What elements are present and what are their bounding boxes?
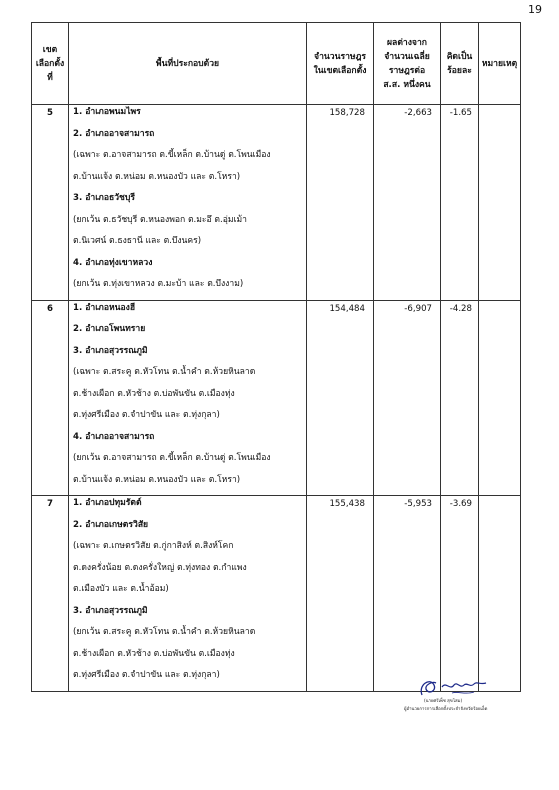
population-value: 154,484 bbox=[307, 300, 374, 496]
table-row bbox=[32, 105, 521, 301]
district-heading: 3. อำเภอสุวรรณภูมิ bbox=[73, 345, 148, 356]
header-percent-line-1: คิดเป็น bbox=[446, 51, 473, 62]
district-heading: 3. อำเภอสุวรรณภูมิ bbox=[73, 605, 148, 616]
signature-name: (นายศรีเพ็ช สุขโสม) bbox=[424, 699, 463, 704]
electoral-district-table bbox=[31, 22, 521, 692]
header-difference bbox=[374, 23, 441, 105]
remark-cell bbox=[479, 300, 521, 496]
header-difference-line-1: ผลต่างจาก bbox=[387, 37, 427, 48]
header-percent-line-2: ร้อยละ bbox=[447, 65, 472, 76]
area-cell bbox=[69, 105, 307, 301]
header-population bbox=[307, 23, 374, 105]
subdistrict-list-line: (ยกเว้น ต.สระคู ต.หัวโทน ต.น้ำคำ ต.ห้วยหินลาด bbox=[73, 627, 256, 637]
subdistrict-list-line: ต.เมืองบัว และ ต.น้ำอ้อม) bbox=[73, 584, 169, 594]
header-population-line-1: จำนวนราษฎร bbox=[314, 51, 366, 62]
area-cell bbox=[69, 496, 307, 692]
header-remark: หมายเหตุ bbox=[479, 23, 521, 105]
page-number: 19 bbox=[528, 3, 542, 16]
subdistrict-list-line: (เฉพาะ ต.สระคู ต.หัวโทน ต.น้ำคำ ต.ห้วยหินลาด bbox=[73, 367, 256, 377]
header-district bbox=[32, 23, 69, 105]
district-number: 5 bbox=[32, 105, 69, 301]
header-district-line-3: ที่ bbox=[47, 72, 53, 83]
district-heading: 4. อำเภออาจสามารถ bbox=[73, 431, 155, 442]
district-heading: 1. อำเภอพนมไพร bbox=[73, 107, 141, 117]
area-cell bbox=[69, 300, 307, 496]
subdistrict-list-line: ต.ดงครั่งน้อย ต.ดงครั่งใหญ่ ต.ทุ่งทอง ต.กำแพง bbox=[73, 562, 247, 573]
district-heading: 1. อำเภอปทุมรัตต์ bbox=[73, 498, 142, 508]
remark-cell bbox=[479, 105, 521, 301]
subdistrict-list-line: ต.บ้านแจ้ง ต.หน่อม ต.หนองบัว และ ต.โหรา) bbox=[73, 474, 241, 485]
header-population-line-2: ในเขตเลือกตั้ง bbox=[313, 65, 367, 76]
population-value: 155,438 bbox=[307, 496, 374, 692]
district-heading: 4. อำเภอทุ่งเขาหลวง bbox=[73, 257, 153, 268]
header-district-line-1: เขต bbox=[42, 44, 58, 55]
district-heading: 2. อำเภออาจสามารถ bbox=[73, 128, 155, 139]
district-heading: 1. อำเภอหนองฮี bbox=[73, 302, 136, 313]
district-number: 6 bbox=[32, 300, 69, 496]
difference-value: -2,663 bbox=[374, 105, 441, 301]
subdistrict-list-line: ต.ช้างเผือก ต.หัวช้าง ต.บ่อพันขัน ต.เมืองทุ่ง bbox=[73, 388, 235, 399]
percent-value: -1.65 bbox=[441, 105, 479, 301]
subdistrict-list-line: ต.ช้างเผือก ต.หัวช้าง ต.บ่อพันขัน ต.เมืองทุ่ง bbox=[73, 648, 235, 659]
header-difference-line-4: ส.ส. หนึ่งคน bbox=[383, 79, 431, 90]
district-heading: 2. อำเภอโพนทราย bbox=[73, 324, 146, 334]
subdistrict-list-line: ต.ทุ่งศรีเมือง ต.จำปาขัน และ ต.ทุ่งกุลา) bbox=[73, 670, 220, 680]
district-number: 7 bbox=[32, 496, 69, 692]
percent-value: -4.28 bbox=[441, 300, 479, 496]
header-area: พื้นที่ประกอบด้วย bbox=[69, 23, 307, 105]
difference-value: -5,953 bbox=[374, 496, 441, 692]
subdistrict-list-line: (ยกเว้น ต.ธวัชบุรี ต.หนองพอก ต.มะอึ ต.อุ่มเม้า bbox=[73, 214, 248, 225]
header-percent bbox=[441, 23, 479, 105]
remark-cell bbox=[479, 496, 521, 692]
subdistrict-list-line: (ยกเว้น ต.อาจสามารถ ต.ขี้เหล็ก ต.บ้านดู่ ต.โพนเมือง bbox=[73, 453, 271, 463]
subdistrict-list-line: (ยกเว้น ต.ทุ่งเขาหลวง ต.มะบ้า และ ต.บึงงาม) bbox=[73, 279, 244, 289]
district-heading: 3. อำเภอธวัชบุรี bbox=[73, 193, 135, 203]
header-difference-line-3: ราษฎรต่อ bbox=[388, 65, 426, 76]
percent-value: -3.69 bbox=[441, 496, 479, 692]
table-row bbox=[32, 496, 521, 692]
difference-value: -6,907 bbox=[374, 300, 441, 496]
subdistrict-list-line: ต.นิเวศน์ ต.ธงธานี และ ต.บึงนคร) bbox=[73, 236, 202, 246]
subdistrict-list-line: (เฉพาะ ต.อาจสามารถ ต.ขี้เหล็ก ต.บ้านดู่ ต.โพนเมือง bbox=[73, 150, 271, 160]
header-difference-line-2: จำนวนเฉลี่ย bbox=[384, 51, 430, 62]
population-value: 158,728 bbox=[307, 105, 374, 301]
subdistrict-list-line: ต.ทุ่งศรีเมือง ต.จำปาขัน และ ต.ทุ่งกุลา) bbox=[73, 410, 220, 420]
signature-title: ผู้อำนวยการการเลือกตั้งประจำจังหวัดร้อยเอ็ด bbox=[404, 707, 488, 712]
subdistrict-list-line: ต.บ้านแจ้ง ต.หน่อม ต.หนองบัว และ ต.โหรา) bbox=[73, 171, 241, 182]
table-row bbox=[32, 300, 521, 496]
header-district-line-2: เลือกตั้ง bbox=[35, 58, 65, 69]
district-heading: 2. อำเภอเกษตรวิสัย bbox=[73, 519, 149, 530]
subdistrict-list-line: (เฉพาะ ต.เกษตรวิสัย ต.กู่กาสิงห์ ต.สิงห์โคก bbox=[73, 541, 234, 551]
table-header-row bbox=[32, 23, 521, 105]
